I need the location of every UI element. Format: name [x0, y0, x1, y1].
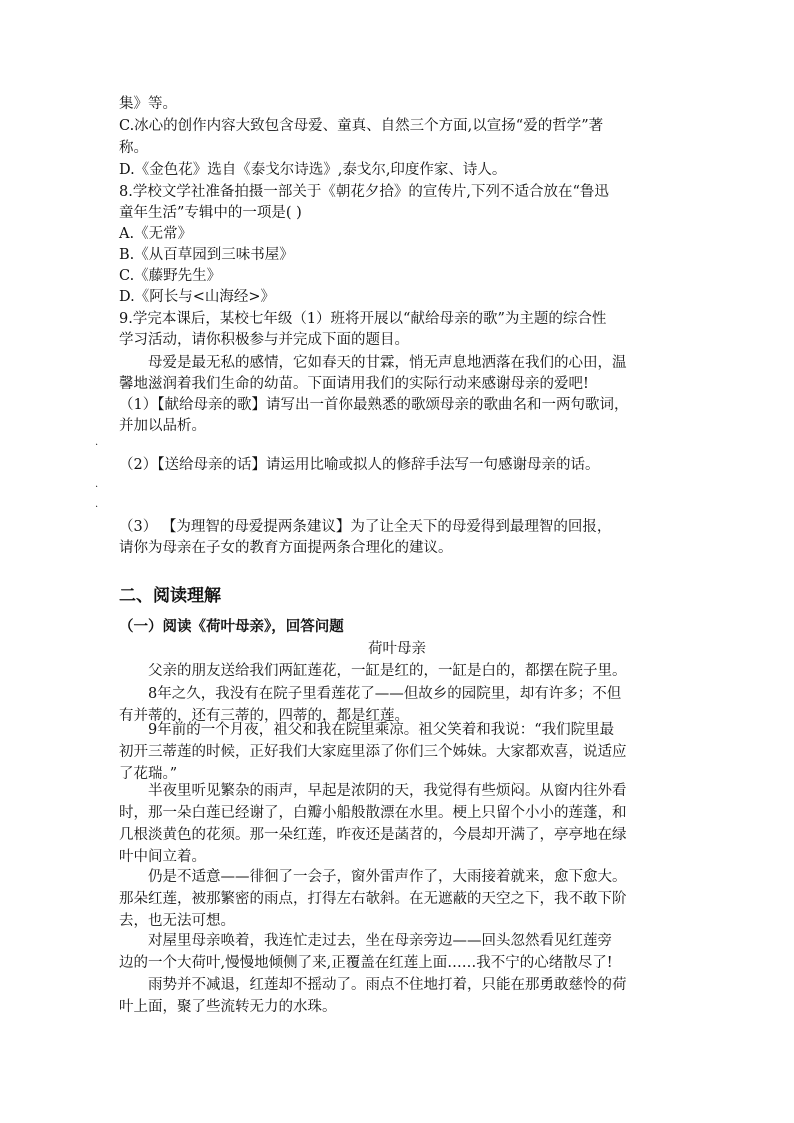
article-paragraph-3-line-2: 初开三蒂莲的时候，正好我们大家庭里添了你们三个姊妹。大家都欢喜，说适应 [119, 744, 627, 760]
article-paragraph-4-line-4: 叶中间立着。 [119, 849, 206, 865]
q8-option-d: D.《阿长与<山海经>》 [119, 289, 276, 305]
subsection-title: （一）阅读《荷叶母亲》，回答问题 [119, 619, 344, 635]
article-paragraph-7-line-1: 雨势并不减退，红莲却不摇动了。雨点不住地打着，只能在那勇敢慈怜的荷 [148, 977, 627, 993]
q9-stem-line-2: 学习活动，请你积极参与并完成下面的题目。 [119, 332, 409, 348]
article-paragraph-4-line-3: 几根淡黄色的花须。那一朵红莲，昨夜还是菡苕的，今晨却开满了，亭亭地在绿 [119, 827, 627, 843]
article-paragraph-1-line-1: 父亲的朋友送给我们两缸莲花，一缸是红的，一缸是白的，都摆在院子里。 [148, 663, 627, 679]
answer-blank-marker: . [95, 437, 99, 448]
q8-option-b: B.《从百草园到三味书屋》 [119, 247, 294, 263]
q9-sub3-line-2: 请你为母亲在子女的教育方面提两条合理化的建议。 [119, 540, 453, 556]
article-paragraph-4-line-2: 时，那一朵白莲已经谢了，白瓣小船般散漂在水里。梗上只留个小小的莲蓬，和 [119, 805, 627, 821]
answer-blank-marker: . [95, 499, 99, 510]
article-paragraph-6-line-2: 边的一个大荷叶,慢慢地倾侧了来,正覆盖在红莲上面……我不宁的心绪散尽了! [119, 955, 613, 971]
section-title: 二、阅读理解 [119, 586, 221, 606]
article-paragraph-3-line-3: 了花瑞。” [119, 766, 178, 782]
article-paragraph-7-line-2: 叶上面，聚了些流转无力的水珠。 [119, 999, 337, 1015]
q7-option-c-line-2: 称。 [119, 140, 148, 156]
article-paragraph-2-line-1: 8年之久，我没有在院子里看莲花了——但故乡的园院里，却有许多；不但 [148, 686, 622, 702]
article-paragraph-6-line-1: 对屋里母亲唤着，我连忙走过去，坐在母亲旁边——回头忽然看见红莲旁 [148, 933, 612, 949]
article-paragraph-3-line-1: 9年前的一个月夜，祖父和我在院里乘凉。祖父笑着和我说：“我们院里最 [148, 722, 615, 738]
q7-option-c-line-1: C.冰心的创作内容大致包含母爱、童真、自然三个方面,以宣扬“爱的哲学”著 [119, 118, 604, 134]
q9-intro-line-1: 母爱是最无私的感情，它如春天的甘霖，悄无声息地洒落在我们的心田，温 [148, 355, 627, 371]
article-paragraph-4-line-1: 半夜里听见繁杂的雨声，早起是浓阴的天，我觉得有些烦闷。从窗内往外看 [148, 783, 627, 799]
q9-stem-line-1: 9.学完本课后，某校七年级（1）班将开展以“献给母亲的歌”为主题的综合性 [119, 311, 607, 327]
answer-blank-marker: . [95, 479, 99, 490]
q9-sub1-line-1: （1）【献给母亲的歌】请写出一首你最熟悉的歌颂母亲的歌曲名和一两句歌词， [119, 397, 629, 413]
q7-line-1: 集》等。 [119, 96, 177, 112]
q7-option-d: D.《金色花》选自《泰戈尔诗选》,泰戈尔,印度作家、诗人。 [119, 162, 507, 178]
q8-stem-line-2: 童年生活”专辑中的一项是( ) [119, 205, 302, 221]
q9-sub3-line-1: （3） 【为理智的母爱提两条建议】为了让全天下的母爱得到最理智的回报， [119, 519, 612, 535]
article-paragraph-5-line-3: 去，也无法可想。 [119, 913, 235, 929]
article-paragraph-5-line-2: 那朵红莲，被那繁密的雨点，打得左右欹斜。在无遮蔽的天空之下，我不敢下阶 [119, 891, 627, 907]
article-paragraph-5-line-1: 仍是不适意——徘徊了一会子，窗外雷声作了，大雨接着就来，愈下愈大。 [148, 869, 627, 885]
article-paragraph-2-line-2: 有并蒂的，还有三蒂的，四蒂的，都是红莲。 [119, 708, 409, 724]
q8-stem-line-1: 8.学校文学社准备拍摄一部关于《朝花夕拾》的宣传片,下列不适合放在“鲁迅 [119, 184, 609, 200]
q8-option-a: A.《无常》 [119, 226, 193, 242]
q9-intro-line-2: 馨地滋润着我们生命的幼苗。下面请用我们的实际行动来感谢母亲的爱吧! [119, 376, 589, 392]
article-title: 荷叶母亲 [368, 641, 426, 657]
q9-sub2: （2）【送给母亲的话】请运用比喻或拟人的修辞手法写一句感谢母亲的话。 [119, 457, 600, 473]
q8-option-c: C.《藤野先生》 [119, 268, 222, 284]
q9-sub1-line-2: 并加以品析。 [119, 418, 206, 434]
